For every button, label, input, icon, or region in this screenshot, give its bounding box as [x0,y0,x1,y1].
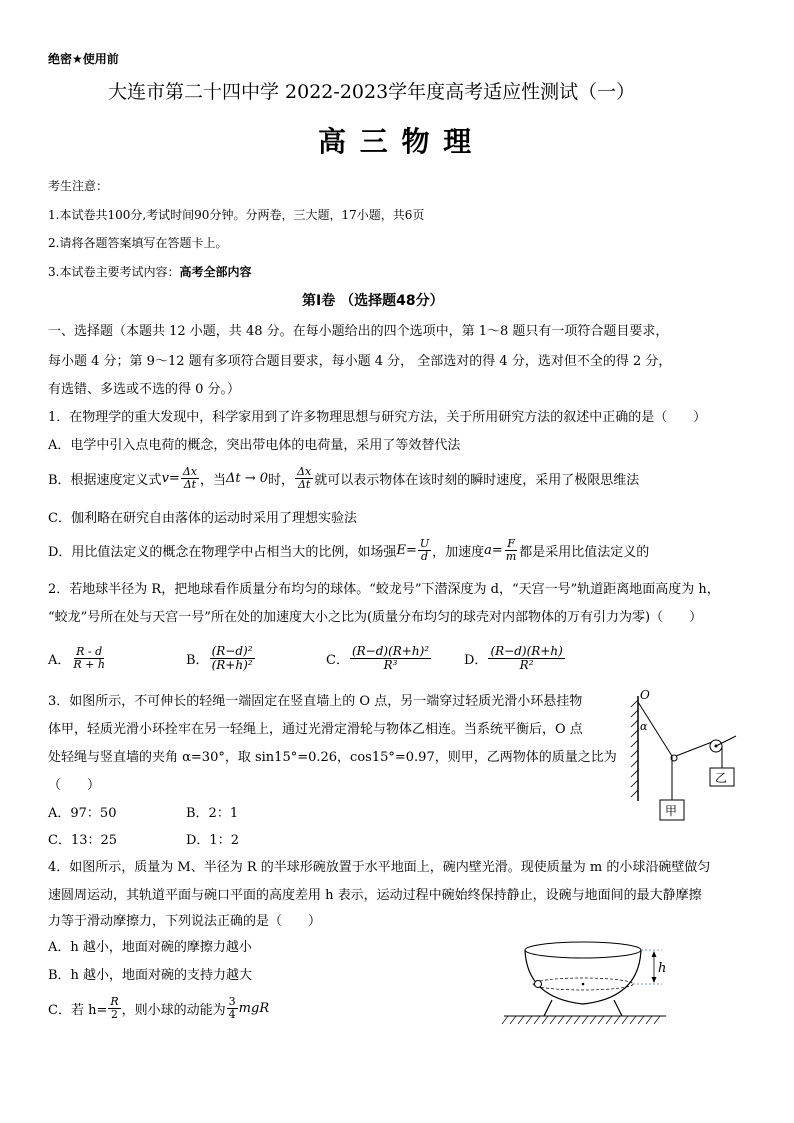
label-h: h [658,961,667,976]
note-3: 3.本试卷主要考试内容：高考全部内容 [48,265,252,279]
q3-line-4: （ ） [48,778,101,793]
q3-option-d: D．1：2 [186,833,239,848]
q3-line-1: 3．如图所示，不可伸长的轻绳一端固定在竖直墙上的 O 点，另一端穿过轻质光滑小环悬挂物 [48,694,583,709]
label-jia: 甲 [665,804,678,818]
q3-line-3: 处轻绳与竖直墙的夹角 α=30°，取 sin15°=0.26，cos15°=0.97，则甲，乙两物体的质量之比为 [48,750,617,765]
q3-option-c: C．13：25 [48,833,118,848]
notes-heading: 考生注意： [48,179,109,193]
section-intro-2: 每小题 4 分；第 9～12 题有多项符合题目要求，每小题 4 分， 全部选对的得 4 分，选对但不全的得 2 分， [48,354,672,369]
q4-bowl-figure [500,936,680,1028]
rope-pulley [676,742,712,756]
q2-option-a: A． $\frac{R - d}{R + h}$ [48,644,105,671]
label-alpha: α [640,720,648,733]
q3-line-2: 体甲，轻质光滑小环拴牢在另一轻绳上，通过光滑定滑轮与物体乙相连。当系统平衡后，O 点 [48,722,583,737]
q2-stem-1: 2．若地球半径为 R，把地球看作质量分布均匀的球体。“蛟龙号”下潜深度为 d，“天宫一号”轨道距离地面高度为 h， [48,582,720,597]
section-intro-1: 一、选择题（本题共 12 小题，共 48 分。在每小题给出的四个选项中，第 1～8 题只有一项符合题目要求， [48,324,669,339]
note-1: 1.本试卷共100分,考试时间90分钟。分两卷，三大题，17小题，共6页 [48,208,425,222]
section-title: 第Ⅰ卷 （选择题48分） [302,293,444,309]
q2-option-c: C． $\frac{\text{(R−d)(R+h)²}}{\text{R³}}$ [326,643,430,672]
q1-option-d: D．用比值法定义的概念在物理学中占相当大的比例，如场强 E = $\frac{U}{d}$ ，加速度 a = $\frac{F}{m}$ 都是采用比值法定义的 [48,536,650,563]
q4-line-3: 力等于滑动摩擦力，下列说法正确的是（ ） [48,914,322,929]
exam-title: 大连市第二十四中学 2022-2023学年度高考适应性测试（一） [108,81,636,103]
q1-option-a: A．电学中引入点电荷的概念，突出带电体的电荷量，采用了等效替代法 [48,438,461,453]
ground-hatching [502,1016,660,1024]
q4-line-1: 4．如图所示，质量为 M、半径为 R 的半球形碗放置于水平地面上，碗内壁光滑。现使质量为 m 的小球沿碗壁做匀 [48,860,711,875]
wall-hatching [631,700,638,797]
q4-option-b: B．h 越小，地面对碗的支持力越大 [48,968,253,983]
q4-option-c: C．若 h= $\frac{R}{2}$ ，则小球的动能为 $\frac{3}{4}$ mgR [48,994,270,1021]
q3-option-a: A．97：50 [48,806,117,821]
q3-figure [626,686,756,826]
note-2: 2.请将各题答案填写在答题卡上。 [48,236,228,250]
subject-title: 高 三 物 理 [318,125,474,158]
bowl-rim [525,942,641,958]
q3-option-b: B．2：1 [186,806,239,821]
q2-option-b: B． $\frac{\text{(R−d)²}}{\text{(R+h)²}}$ [186,643,253,672]
q1-option-b: B．根据速度定义式 v = $\frac{\Delta x}{\Delta t}$ ，当 Δt → 0 时， $\frac{\Delta x}{\Delta t}$ 就可以表示物体在该时刻的瞬时速度，采用了极限思维法 [48,464,640,491]
q1-option-c: C．伽利略在研究自由落体的运动时采用了理想实验法 [48,511,357,526]
ball [535,981,542,988]
q2-option-d: D． $\frac{(R-d)(R+h)}{\text{R²}}$ [464,643,563,672]
q1-stem: 1．在物理学的重大发现中，科学家用到了许多物理思想与研究方法，关于所用研究方法的叙述中正确的是（ ） [48,410,707,425]
label-yi: 乙 [715,771,728,785]
section-intro-3: 有选错、多选或不选的得 0 分。） [48,382,241,397]
q2-stem-2: “蛟龙”号所在处与天宫一号”所在处的加速度大小之比为(质量分布均匀的球壳对内部物体的万有引力为零)（ ） [48,610,703,625]
secret-label: 绝密★使用前 [48,52,119,66]
q4-option-a: A．h 越小，地面对碗的摩擦力越小 [48,940,252,955]
label-o: O [640,688,650,702]
q4-line-2: 速圆周运动，其轨道平面与碗口平面的高度差用 h 表示，运动过程中碗始终保持静止，设碗与地面间的最大静摩擦 [48,888,702,903]
